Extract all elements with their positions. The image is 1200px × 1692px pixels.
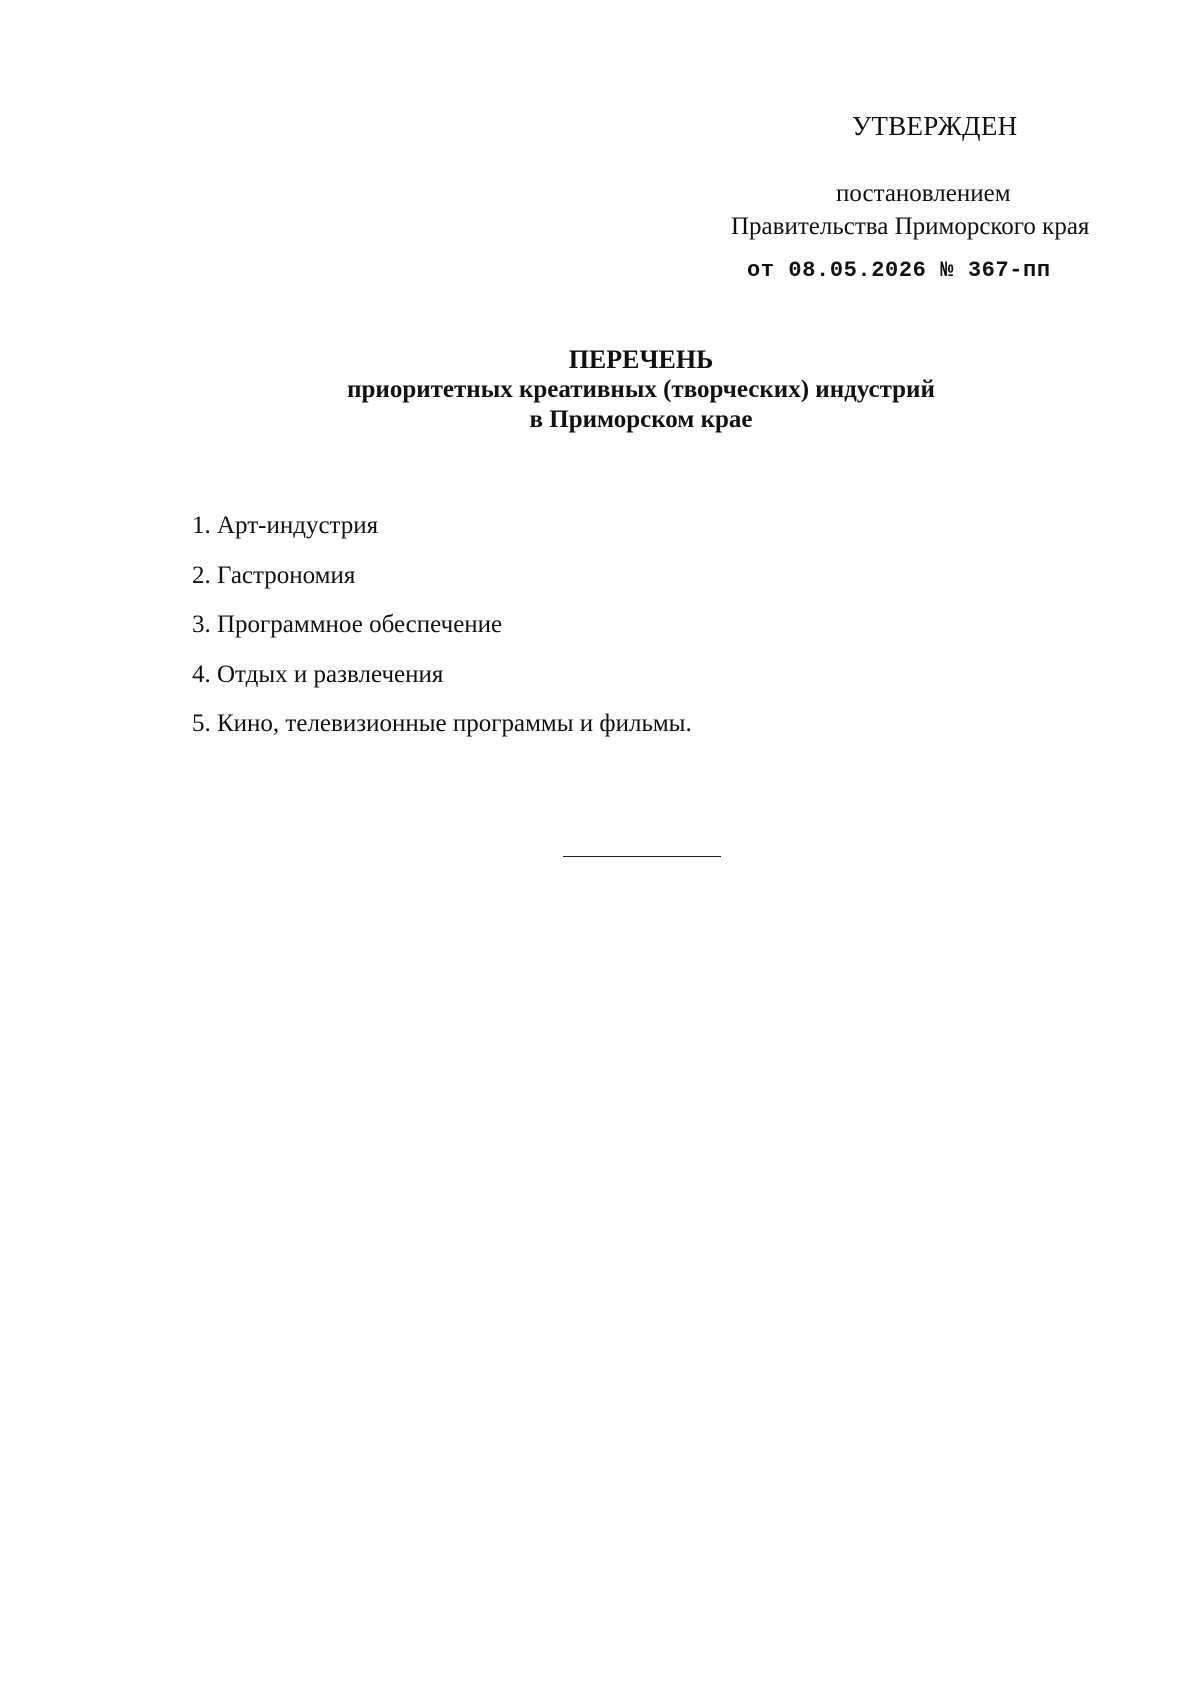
list-item: 3. Программное обеспечение: [192, 611, 503, 638]
approval-by-text: постановлением: [836, 180, 1011, 207]
approval-stamp: УТВЕРЖДЕН: [852, 111, 1018, 141]
title-line-2: приоритетных креативных (творческих) индустрий: [347, 376, 935, 403]
closing-divider: [563, 856, 721, 857]
list-item: 4. Отдых и развлечения: [192, 660, 444, 688]
list-item: 1. Арт-индустрия: [192, 512, 379, 539]
document-title: [0, 345, 1200, 435]
title-main: ПЕРЕЧЕНЬ: [568, 345, 714, 374]
resolution-date-number: от 08.05.2026 № 367-пп: [747, 258, 1051, 283]
list-item: 5. Кино, телевизионные программы и фильмы.: [192, 710, 692, 737]
list-item: 2. Гастрономия: [192, 561, 356, 589]
approval-organization: Правительства Приморского края: [731, 213, 1090, 240]
industry-list: [192, 512, 692, 760]
title-line-3: в Приморском крае: [529, 406, 753, 433]
